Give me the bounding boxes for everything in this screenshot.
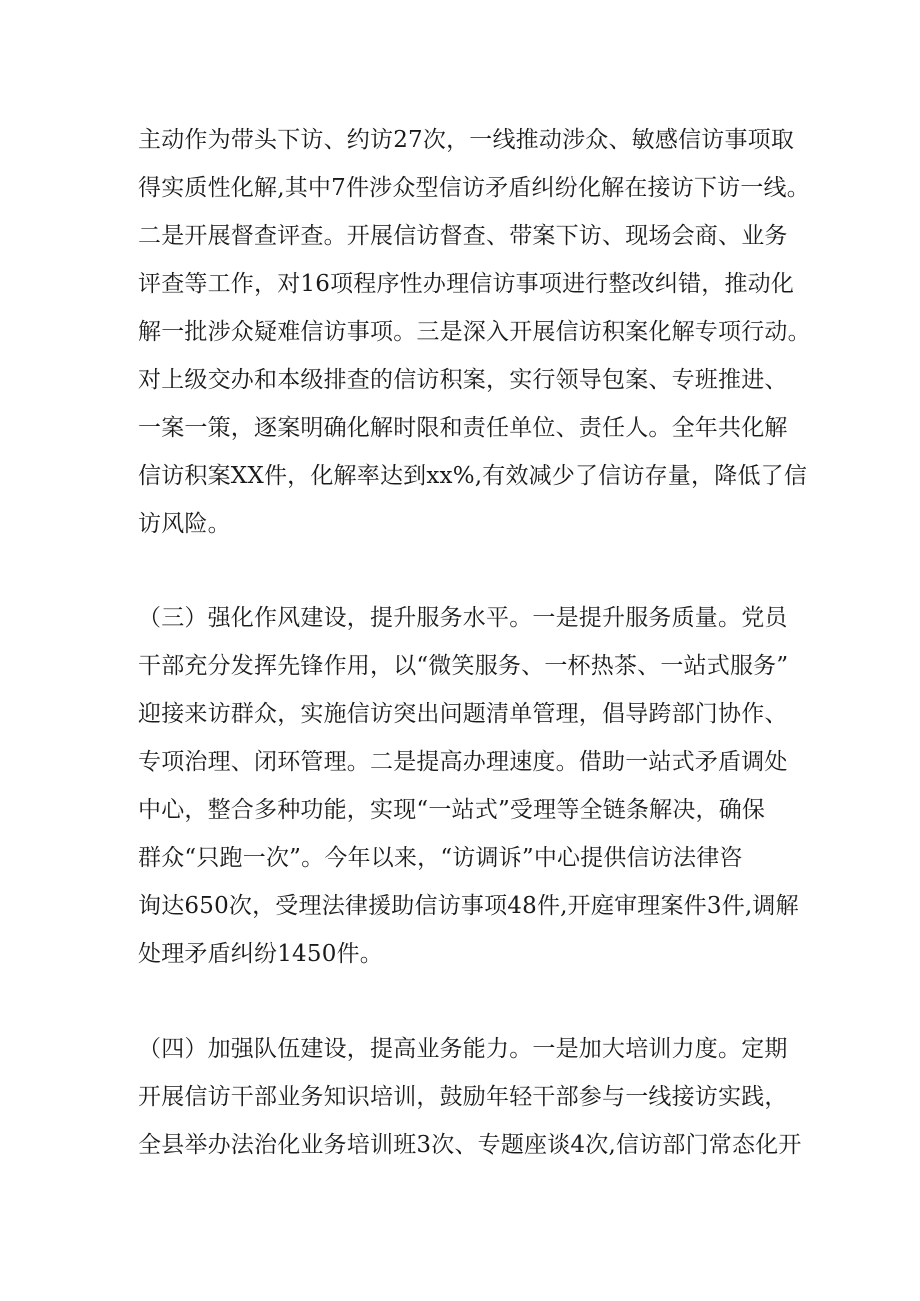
text-line: 得实质性化解,其中7件涉众型信访矛盾纠纷化解在接访下访一线。 — [138, 175, 810, 201]
text-line: 询达650次，受理法律援助信访事项48件,开庭审理案件3件,调解 — [138, 893, 799, 919]
text-line: 开展信访干部业务知识培训，鼓励年轻干部参与一线接访实践， — [138, 1084, 788, 1110]
text-line: 信访积案XX件，化解率达到xx%,有效减少了信访存量，降低了信 — [138, 463, 808, 489]
text-line: 处理矛盾纠纷1450件。 — [138, 941, 383, 967]
text-line: （四）加强队伍建设，提高业务能力。一是加大培训力度。定期 — [138, 1036, 788, 1062]
text-line: 一案一策，逐案明确化解时限和责任单位、责任人。全年共化解 — [138, 415, 788, 441]
text-line: 迎接来访群众，实施信访突出问题清单管理，倡导跨部门协作、 — [138, 701, 788, 727]
text-line: 二是开展督查评查。开展信访督查、带案下访、现场会商、业务 — [138, 223, 788, 249]
text-line: 主动作为带头下访、约访27次，一线推动涉众、敏感信访事项取 — [138, 127, 795, 153]
text-line: 中心，整合多种功能，实现“一站式”受理等全链条解决，确保 — [138, 797, 766, 823]
text-line: （三）强化作风建设，提升服务水平。一是提升服务质量。党员 — [138, 605, 788, 631]
text-line: 全县举办法治化业务培训班3次、专题座谈4次,信访部门常态化开 — [138, 1132, 802, 1158]
text-line: 评查等工作，对16项程序性办理信访事项进行整改纠错，推动化 — [138, 271, 795, 297]
text-line: 解一批涉众疑难信访事项。三是深入开展信访积案化解专项行动。 — [138, 319, 811, 345]
text-line: 专项治理、闭环管理。二是提高办理速度。借助一站式矛盾调处 — [138, 749, 788, 775]
text-line: 干部充分发挥先锋作用，以“微笑服务、一杯热茶、一站式服务” — [138, 653, 789, 679]
text-line: 访风险。 — [138, 511, 231, 537]
text-line: 对上级交办和本级排查的信访积案，实行领导包案、专班推进、 — [138, 367, 788, 393]
text-line: 群众“只跑一次”。今年以来，“访调诉”中心提供信访法律咨 — [138, 845, 743, 871]
